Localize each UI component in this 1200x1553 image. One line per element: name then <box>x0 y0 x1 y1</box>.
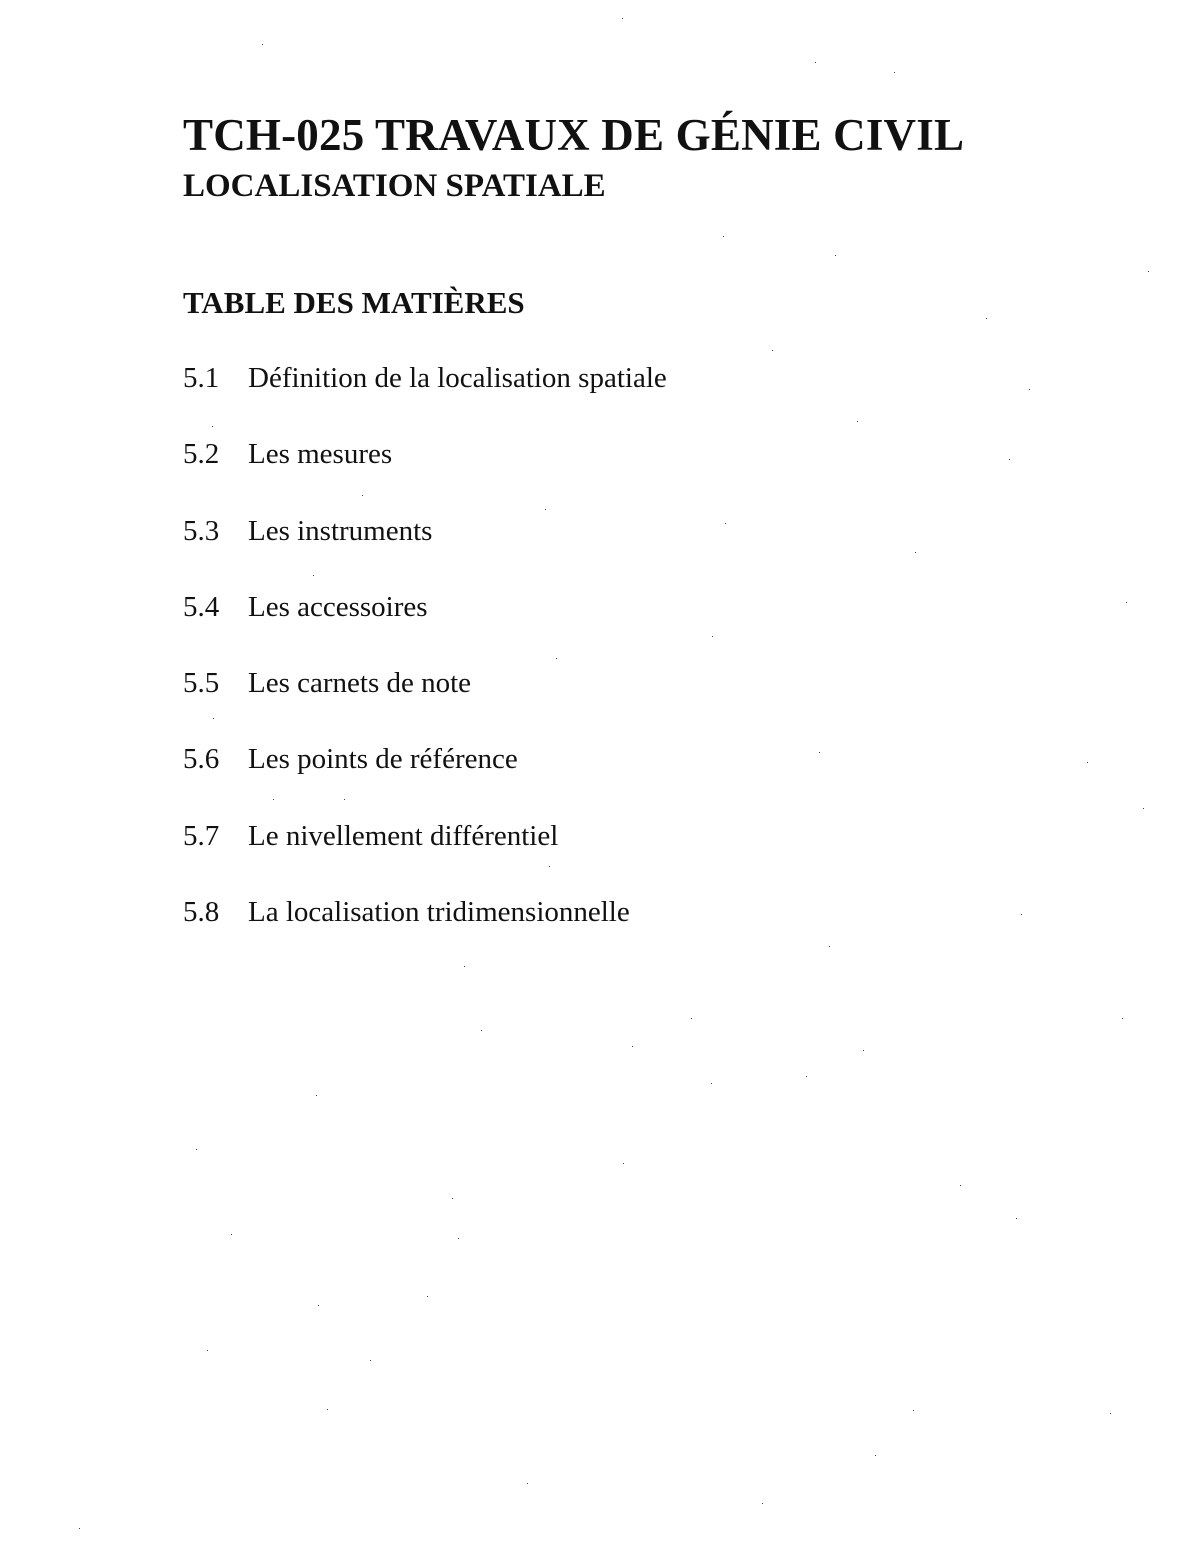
toc-item <box>183 590 667 669</box>
scan-speck <box>262 44 263 45</box>
scan-speck <box>863 1050 864 1051</box>
toc-item-number: 5.6 <box>183 743 220 776</box>
scan-speck <box>545 509 546 510</box>
toc-item-label: Définition de la localisation spatiale <box>248 362 667 394</box>
scan-speck <box>623 1163 624 1164</box>
toc-item-number: 5.1 <box>183 362 220 394</box>
toc-item-number: 5.8 <box>183 896 220 929</box>
scan-speck <box>915 552 916 553</box>
table-of-contents <box>183 364 667 974</box>
document-title: TCH-025 TRAVAUX DE GÉNIE CIVIL <box>183 110 965 160</box>
scan-speck <box>960 1185 961 1186</box>
scan-speck <box>772 350 773 351</box>
scan-speck <box>691 1018 692 1019</box>
toc-item-label: Les instruments <box>248 514 433 547</box>
scan-speck <box>327 1409 328 1410</box>
scan-speck <box>1126 602 1127 603</box>
toc-item-label: Les accessoires <box>248 590 428 623</box>
scan-speck <box>806 1076 807 1077</box>
scan-speck <box>725 523 726 524</box>
toc-item-number: 5.5 <box>183 667 220 700</box>
toc-item-number: 5.2 <box>183 438 220 471</box>
scan-speck <box>894 72 895 73</box>
scan-speck <box>622 18 623 19</box>
toc-item <box>183 440 667 516</box>
toc-item-number: 5.7 <box>183 819 220 852</box>
scan-speck <box>481 1030 482 1031</box>
scan-speck <box>1087 762 1088 763</box>
scan-speck <box>362 495 363 496</box>
toc-item <box>183 514 667 593</box>
toc-item-label: Les points de référence <box>248 743 518 776</box>
toc-item <box>183 669 667 745</box>
scan-speck <box>1021 914 1022 915</box>
scan-speck <box>344 799 345 800</box>
scan-speck <box>427 1296 428 1297</box>
toc-item <box>183 745 667 821</box>
scan-speck <box>196 1149 197 1150</box>
scan-speck <box>1029 389 1030 390</box>
scan-speck <box>231 1234 232 1235</box>
scan-speck <box>1016 1218 1017 1219</box>
scan-speck <box>857 421 858 422</box>
scan-speck <box>632 1046 633 1047</box>
toc-item <box>183 898 667 974</box>
scan-speck <box>79 1528 80 1529</box>
scan-speck <box>452 1198 453 1199</box>
scan-speck <box>723 236 724 237</box>
scan-speck <box>913 1410 914 1411</box>
scan-speck <box>370 1360 371 1361</box>
scan-speck <box>213 718 214 719</box>
scan-speck <box>458 1238 459 1239</box>
scan-speck <box>829 946 830 947</box>
toc-item <box>183 819 667 898</box>
scan-speck <box>815 62 816 63</box>
scan-speck <box>1143 808 1144 809</box>
scan-speck <box>819 752 820 753</box>
scan-speck <box>207 1350 208 1351</box>
scan-speck <box>313 575 314 576</box>
scan-speck <box>318 1305 319 1306</box>
scan-speck <box>1122 1018 1123 1019</box>
scan-speck <box>464 966 465 967</box>
scan-speck <box>212 426 213 427</box>
toc-item-label: Les carnets de note <box>248 667 472 700</box>
toc-item <box>183 364 667 440</box>
toc-item-label: Les mesures <box>248 438 393 471</box>
scan-speck <box>986 318 987 319</box>
document-subtitle: LOCALISATION SPATIALE <box>183 168 606 204</box>
toc-heading: TABLE DES MATIÈRES <box>183 285 525 320</box>
scan-speck <box>549 866 550 867</box>
toc-item-number: 5.4 <box>183 590 220 623</box>
scan-speck <box>1148 271 1149 272</box>
scan-speck <box>1110 1413 1111 1414</box>
scan-speck <box>762 1503 763 1504</box>
toc-item-number: 5.3 <box>183 514 220 547</box>
scan-speck <box>835 255 836 256</box>
toc-item-label: Le nivellement différentiel <box>248 819 559 852</box>
scan-speck <box>1009 459 1010 460</box>
toc-item-label: La localisation tridimensionnelle <box>248 896 630 929</box>
scan-speck <box>556 658 557 659</box>
scan-speck <box>316 1095 317 1096</box>
scan-speck <box>273 799 274 800</box>
scan-speck <box>712 636 713 637</box>
scan-speck <box>875 1455 876 1456</box>
scan-speck <box>711 1083 712 1084</box>
scan-speck <box>527 1483 528 1484</box>
